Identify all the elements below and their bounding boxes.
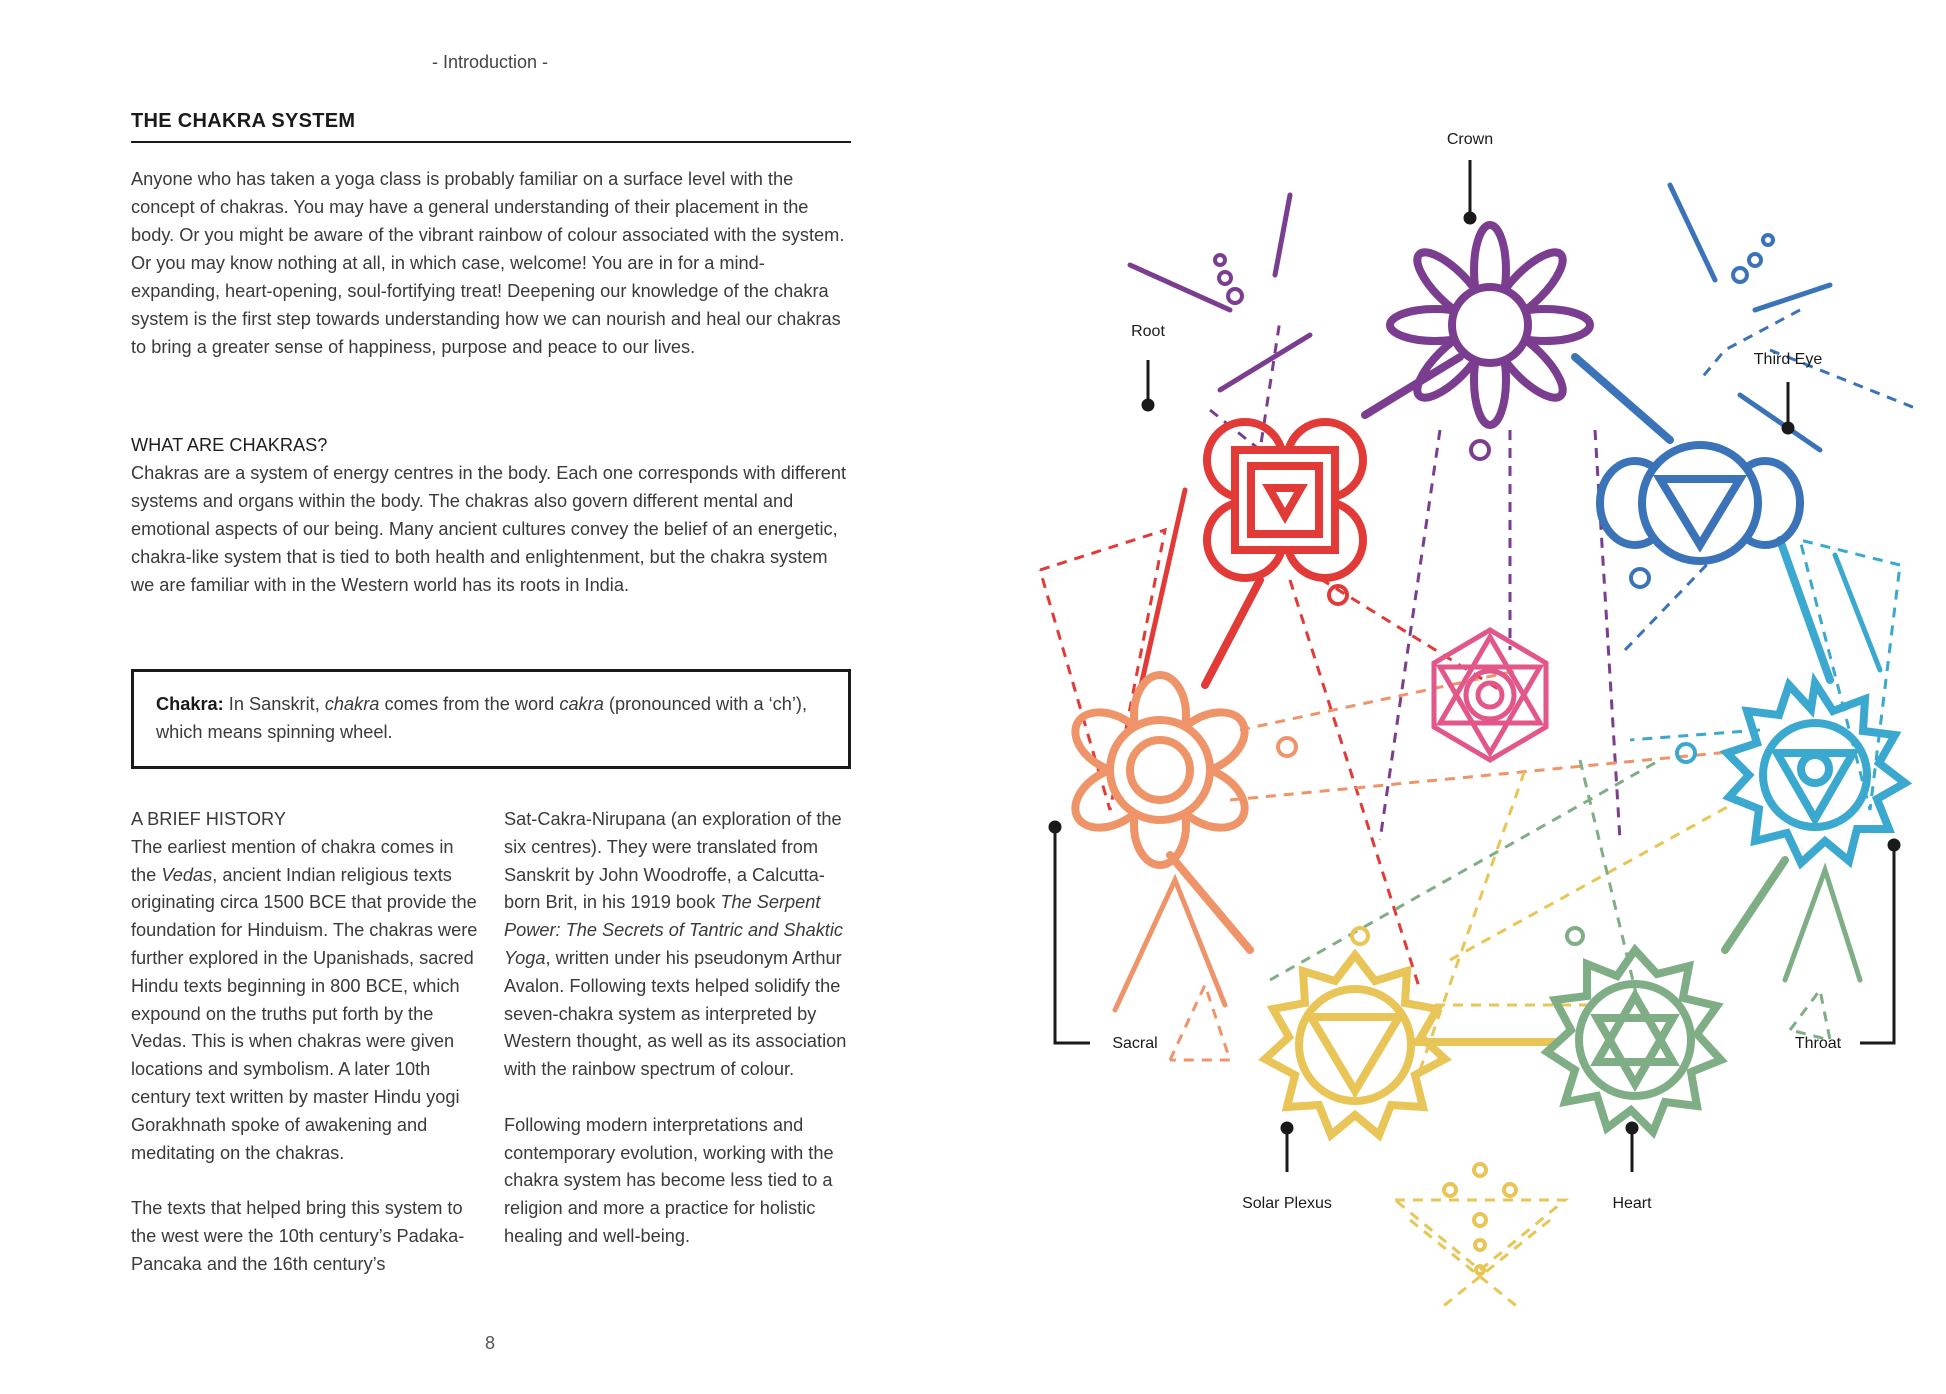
dashed-line	[1450, 800, 1740, 960]
label-throat: Throat	[1794, 1035, 1842, 1052]
dot	[1567, 928, 1583, 944]
sacral-pointer	[1055, 827, 1090, 1043]
dashed-line	[1270, 760, 1660, 980]
history-p3-a: Sat-Cakra-Nirupana (an exploration of the six centres). They were translated from Sanskrit by John Woodroffe, a Calcutta-born Brit, in his 1919 book	[504, 809, 842, 913]
dot	[1733, 268, 1747, 282]
heart-star-down	[1597, 1018, 1673, 1084]
label-solar-plexus: Solar Plexus	[1242, 1195, 1332, 1212]
history-column-1	[131, 806, 483, 1306]
dashed-line	[1410, 1220, 1540, 1310]
throat-inner-circle	[1801, 755, 1829, 783]
center-hexagon-symbol	[1434, 630, 1546, 760]
callout-text-1: In Sanskrit,	[223, 694, 325, 714]
history-paragraph-3	[504, 806, 856, 1084]
page-number: 8	[484, 1333, 495, 1353]
dot	[1631, 569, 1649, 587]
history-paragraph-4: Following modern interpretations and contemporary evolution, working with the chakra system has become less tied to a religion and more a practice for holistic healing and well-being.	[504, 1114, 834, 1246]
history-p1-italic: Vedas	[161, 864, 213, 885]
decor-stroke	[1835, 555, 1880, 670]
definition-callout	[131, 669, 851, 769]
sacral-pointer-dot	[1050, 822, 1060, 832]
crown-thirdeye-connector	[1575, 357, 1670, 440]
heart-star-up	[1597, 996, 1673, 1062]
history-paragraph-1	[131, 834, 483, 1168]
intro-paragraph: Anyone who has taken a yoga class is probably familiar on a surface level with the concept of chakras. You may have a general understanding of their placement in the body. Or you might be aware of the vibrant rainbow of colour associated with the system. Or you may know nothing at all, in which case, welcome! You are in for a mind-expanding, heart-opening, soul-fortifying treat! Deepening our knowledge of the chakra system is the first step towards understanding how we can nourish and heal our chakras to bring a greater sense of happiness, purpose and peace to our lives.	[131, 169, 845, 357]
dot	[1749, 254, 1761, 266]
what-are-chakras-body: Chakras are a system of energy centres in the body. Each one corresponds with different systems and organs within the body. The chakras also govern different mental and emotional aspects of our being. Many ancient cultures convey the belief of an energetic, chakra-like system that is tied to both health and enlightenment, but the chakra system we are familiar with in the Western world has its roots in India.	[131, 463, 847, 595]
brief-history-heading: A BRIEF HISTORY	[131, 809, 286, 829]
dot	[1474, 1214, 1486, 1226]
root-pointer-dot	[1143, 400, 1153, 410]
label-root: Root	[1131, 323, 1165, 340]
what-are-chakras-heading: WHAT ARE CHAKRAS?	[131, 435, 328, 455]
throat-petals	[1727, 683, 1905, 863]
dot	[1215, 255, 1225, 265]
solar-plexus-pointer-dot	[1282, 1123, 1292, 1133]
throat-pointer	[1860, 845, 1894, 1043]
label-third-eye: Third Eye	[1753, 351, 1823, 368]
root-sacral-connector	[1205, 580, 1260, 685]
label-heart: Heart	[1612, 1195, 1652, 1212]
dot	[1677, 744, 1695, 762]
running-head: - Introduction -	[431, 52, 549, 72]
callout-term: Chakra:	[156, 694, 224, 714]
section-title: THE CHAKRA SYSTEM	[131, 110, 851, 143]
dot	[1228, 289, 1242, 303]
center-ring-outer	[1466, 671, 1514, 719]
dot	[1504, 1184, 1516, 1196]
thirdeye-throat-connector	[1780, 540, 1830, 680]
decor-circles	[1215, 235, 1773, 1274]
solar-plexus-triangle	[1311, 1017, 1399, 1091]
throat-pointer-dot	[1889, 840, 1899, 850]
history-p3-italic: The Serpent Power: The Secrets of Tantric and Shaktic Yoga	[504, 892, 843, 968]
dot	[1474, 1164, 1486, 1176]
callout-italic-1: chakra	[324, 694, 380, 714]
sacral-chakra-symbol	[1065, 675, 1256, 865]
dot	[1352, 928, 1368, 944]
dot	[1444, 1184, 1456, 1196]
decor-stroke	[1670, 185, 1715, 280]
history-p3-b: , written under his pseudonym Arthur Avalon. Following texts helped solidify the seven-chakra system as interpreted by Western thought, as well as its association with the rainbow spectrum of colour.	[504, 947, 847, 1080]
chakra-diagram	[1020, 110, 1920, 1310]
decor-stroke	[1220, 335, 1310, 390]
heart-chakra-symbol	[1547, 950, 1721, 1132]
third-eye-pointer-dot	[1783, 423, 1793, 433]
dot	[1219, 272, 1231, 284]
decor-stroke	[1755, 285, 1830, 310]
decor-stroke	[1130, 265, 1230, 310]
history-column-2	[504, 806, 856, 1279]
callout-italic-2: cakra	[559, 694, 604, 714]
dashed-line	[1630, 730, 1760, 740]
decor-triangle	[1785, 870, 1860, 980]
third-eye-chakra-symbol	[1600, 445, 1800, 561]
throat-heart-connector	[1725, 860, 1785, 950]
dot	[1278, 738, 1296, 756]
hexagon	[1434, 630, 1546, 760]
callout-text-2: comes from the word	[379, 694, 560, 714]
dashed-line	[1420, 770, 1525, 1070]
callout-text-3: (pronounced with a ‘ch’), which means spinning wheel.	[156, 694, 808, 742]
left-column	[131, 110, 851, 769]
center-ring-inner	[1478, 683, 1502, 707]
decor-stroke	[1275, 195, 1290, 275]
history-paragraph-2: The texts that helped bring this system to the west were the 10th century’s Padaka-Pancaka and the 16th century’s	[131, 1198, 465, 1274]
dot	[1475, 1240, 1485, 1250]
crown-chakra-symbol	[1390, 225, 1590, 425]
dashed-line	[1380, 430, 1440, 840]
throat-chakra-symbol	[1727, 683, 1905, 863]
label-crown: Crown	[1446, 131, 1494, 148]
history-p1-a: The earliest mention of chakra comes in the	[131, 836, 454, 885]
decor-stroke	[1740, 395, 1820, 450]
dashed-triangle-bottom	[1395, 1200, 1565, 1270]
crown-pointer-dot	[1465, 213, 1475, 223]
crown-center	[1452, 287, 1528, 363]
dot	[1471, 441, 1489, 459]
sacral-circle	[1110, 720, 1210, 820]
heart-pointer-dot	[1627, 1123, 1637, 1133]
decor-stroke	[1140, 490, 1185, 690]
dashed-triangle-small-right	[1790, 990, 1830, 1040]
label-sacral: Sacral	[1112, 1035, 1158, 1052]
dashed-line	[1700, 310, 1800, 380]
dot	[1763, 235, 1773, 245]
root-chakra-symbol	[1207, 422, 1363, 578]
dot	[1476, 1266, 1484, 1274]
history-p1-b: , ancient Indian religious texts originating circa 1500 BCE that provide the foundation for Hinduism. The chakras were further explored in the Upanishads, sacred Hindu texts beginning in 800 BCE, which expound on the truths put forth by the Vedas. This is when chakras were given locations and symbolism. A later 10th century text written by master Hindu yogi Gorakhnath spoke of awakening and meditating on the chakras.	[131, 864, 478, 1163]
